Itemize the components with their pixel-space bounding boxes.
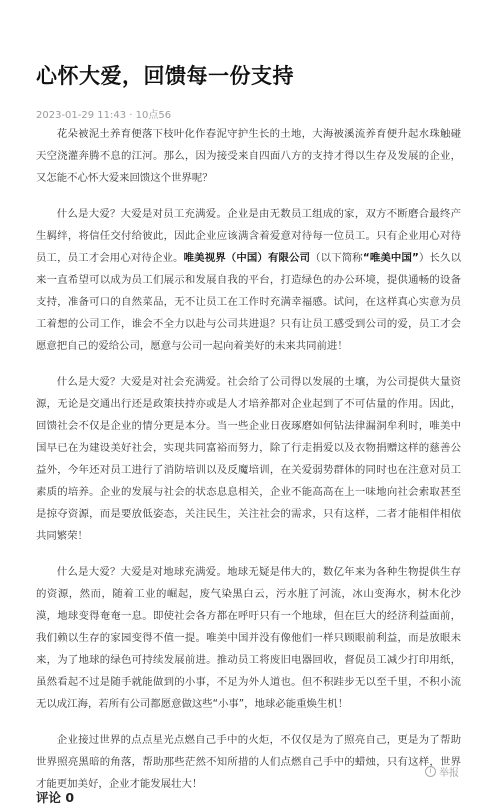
paragraph-employees-text-2: （以下简称 bbox=[310, 252, 363, 264]
comments-heading: 评论 0 bbox=[36, 790, 75, 805]
info-icon: i bbox=[425, 766, 436, 777]
article-title: 心怀大爱，回馈每一份支持 bbox=[36, 64, 294, 88]
paragraph-employees bbox=[36, 203, 461, 357]
paragraph-intro: 花朵被泥土养育便落下枝叶化作春泥守护生长的土地，大海被溪流养育便升起水珠触碰天空浇灌奔腾不息的江河。那么，因为接受来自四面八方的支持才得以生存及发展的企业，又怎能不心怀大爱来回馈这个世界呢？ bbox=[36, 128, 461, 184]
company-short-name: “唯美中国” bbox=[362, 252, 419, 264]
report-label: 举报 bbox=[439, 768, 459, 779]
article-body bbox=[36, 123, 461, 809]
report-link[interactable] bbox=[425, 764, 459, 779]
article-meta: 2023-01-29 11:43 · 10点56 bbox=[36, 110, 172, 121]
company-name: 唯美视界（中国）有限公司 bbox=[183, 252, 311, 264]
paragraph-employees-text-1: 什么是大爱？大爱是对员工充满爱。企业是由无数员工组成的家，双方不断磨合最终产生羁绊，将信任交付给彼此，因此企业应该满含着爱意对待每一位员工。只有企业用心对待员工，员工才会用心对待企业。 bbox=[36, 208, 461, 264]
paragraph-society: 什么是大爱？大爱是对社会充满爱。社会给了公司得以发展的土壤，为公司提供大量资源，无论是交通出行还是政策扶持亦或是人才培养都对企业起到了不可估量的作用。因此，回馈社会不仅是企业的情分更是本分。当一些企业日夜琢磨如何钻法律漏洞牟利时，唯美中国早已在为建设美好社会，实现共同富裕而努力，除了行走捐爱以及衣物捐赠这样的慈善公益外，今年还对员工进行了消防培训以及反魔培训，在关爱弱势群体的同时也在注意对员工素质的培养。企业的发展与社会的状态息息相关，企业不能高高在上一味地向社会索取甚至是掠夺资源，而是要放低姿态，关注民生，关注社会的需求，只有这样，二者才能相伴相依共同繁荣！ bbox=[36, 376, 461, 542]
paragraph-conclusion: 企业接过世界的点点星光点燃自己手中的火炬，不仅仅是为了照亮自己，更是为了帮助世界照亮黑暗的角落，帮助那些茫然不知所措的人们点燃自己手中的蜡烛，只有这样，世界才能更加美好，企业才能发展壮大！ bbox=[36, 734, 461, 790]
paragraph-earth: 什么是大爱？大爱是对地球充满爱。地球无疑是伟大的，数亿年来为各种生物提供生存的资源，然而，随着工业的崛起，废气染黑白云，污水脏了河流，冰山变海水，树木化沙漠，地球变得奄奄一息。即使社会各方都在呼吁只有一个地球，但在巨大的经济利益面前，我们赖以生存的家园变得不值一提。唯美中国并没有像他们一样只顾眼前利益，而是放眼未来，为了地球的绿色可持续发展前进。推动员工将废旧电器回收，督促员工减少打印用纸，虽然看起不过是随手就能做到的小事，不足为外人道也。但不积跬步无以至千里，不积小流无以成江海，若所有公司都愿意做这些“小事”，地球必能重焕生机！ bbox=[36, 566, 461, 710]
paragraph-employees-text-3: ）长久以来一直希望可以成为员工们展示和发展自我的平台，打造绿色的办公环境，提供通畅的设备支持，准备可口的自然菜品，无不让员工在工作时充满幸福感。试问，在这样真心实意为员工着想的公司工作，谁会不全力以赴与公司共进退？只有让员工感受到公司的爱，员工才会愿意把自己的爱给公司，愿意与公司一起向着美好的未来共同前进！ bbox=[36, 252, 461, 352]
